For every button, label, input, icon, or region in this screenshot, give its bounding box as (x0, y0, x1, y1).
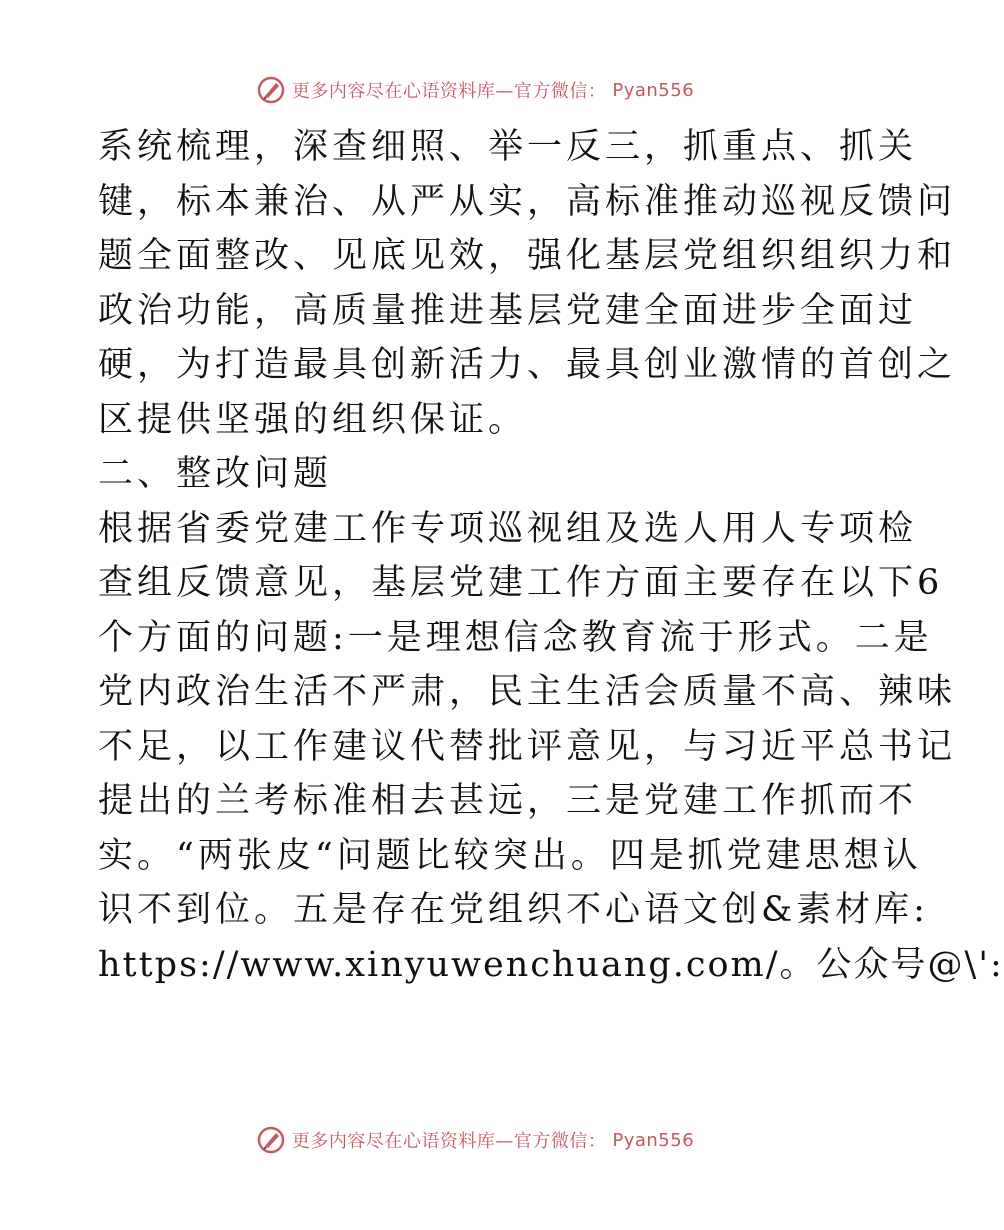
body-line: 键，标本兼治、从严从实，高标准推动巡视反馈问 (98, 181, 957, 222)
body-line: 硬，为打造最具创新活力、最具创业激情的首创之 (98, 345, 957, 385)
watermark-text: 更多内容尽在心语资料库—官方微信： (291, 81, 607, 102)
watermark-contact: Pyan556 (612, 1129, 695, 1151)
body-line-url: https://www.xinyuwenchuang.com/。公众号@\': (98, 944, 1004, 985)
body-line: 区提供坚强的组织保证。 (98, 399, 528, 440)
body-line: 政治功能，高质量推进基层党建全面进步全面过 (98, 290, 918, 331)
body-line: 题全面整改、见底见效，强化基层党组织组织力和 (98, 236, 957, 276)
watermark-footer (0, 1120, 950, 1160)
body-line: 识不到位。五是存在党组织不心语文创&素材库: (98, 890, 929, 930)
watermark-text: 更多内容尽在心语资料库—官方微信： (291, 1131, 607, 1152)
body-line: 查组反馈意见，基层党建工作方面主要存在以下6 (98, 563, 944, 603)
quill-pen-logo-icon (256, 1125, 286, 1155)
body-line: 党内政治生活不严肃，民主生活会质量不高、辣味 (98, 672, 957, 712)
body-line: 根据省委党建工作专项巡视组及选人用人专项检 (98, 508, 918, 549)
body-line: 提出的兰考标准相去甚远，三是党建工作抓而不 (98, 781, 918, 821)
watermark-header (0, 70, 950, 110)
body-line: 实。“两张皮“问题比较突出。四是抓党建思想认 (98, 835, 922, 876)
body-line: 个方面的问题:一是理想信念教育流于形式。二是 (98, 617, 933, 658)
section-heading: 二、整改问题 (98, 454, 333, 494)
body-line: 不足，以工作建议代替批评意见，与习近平总书记 (98, 726, 957, 767)
document-body (98, 120, 1004, 992)
quill-pen-logo-icon (256, 75, 286, 105)
body-line: 系统梳理，深查细照、举一反三，抓重点、抓关 (98, 127, 918, 167)
watermark-contact: Pyan556 (612, 79, 695, 101)
